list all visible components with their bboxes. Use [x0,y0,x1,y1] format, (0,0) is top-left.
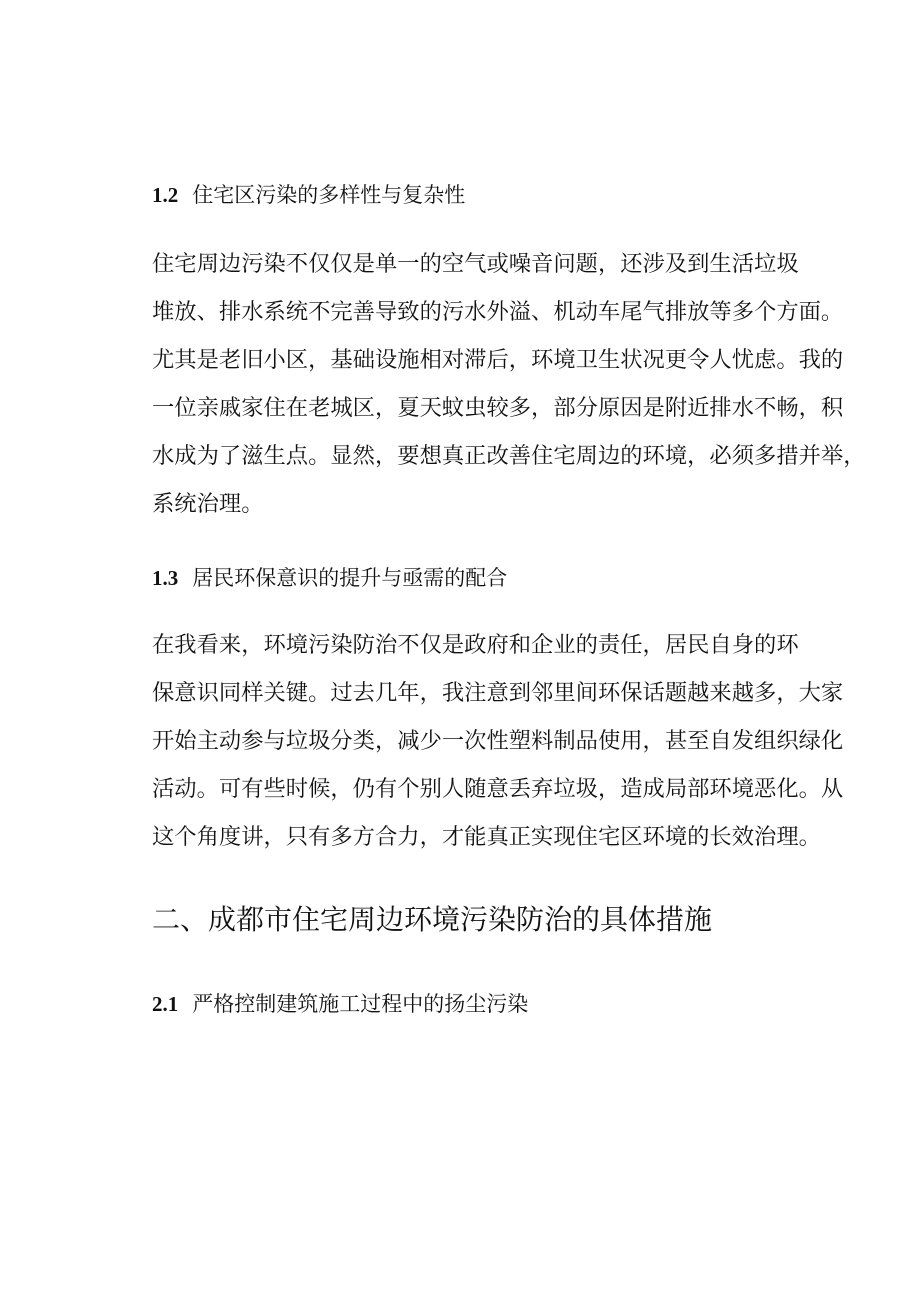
section-1-2-title: 住宅区污染的多样性与复杂性 [192,183,466,207]
section-1-2-paragraph [152,240,866,528]
paragraph-line: 堆放、排水系统不完善导致的污水外溢、机动车尾气排放等多个方面。 [152,299,844,325]
paragraph-line: 这个角度讲，只有多方合力，才能真正实现住宅区环境的长效治理。 [152,824,821,850]
paragraph-line: 活动。可有些时候，仍有个别人随意丢弃垃圾，造成局部环境恶化。从 [152,776,844,802]
paragraph-line: 保意识同样关键。过去几年，我注意到邻里间环保话题越来越多，大家 [152,680,844,706]
paragraph-line: 水成为了滋生点。显然，要想真正改善住宅周边的环境，必须多措并举， [152,443,866,469]
paragraph-line: 开始主动参与垃圾分类，减少一次性塑料制品使用，甚至自发组织绿化 [152,728,844,754]
paragraph-line: 在我看来，环境污染防治不仅是政府和企业的责任，居民自身的环 [152,632,799,658]
section-2-1-title: 严格控制建筑施工过程中的扬尘污染 [192,992,529,1016]
section-1-3-heading [152,563,507,593]
paragraph-line: 尤其是老旧小区，基础设施相对滞后，环境卫生状况更令人忧虑。我的 [152,347,844,373]
paragraph-line: 系统治理。 [152,491,264,517]
section-1-3-number: 1.3 [152,566,179,590]
paragraph-line: 一位亲戚家住在老城区，夏天蚊虫较多，部分原因是附近排水不畅，积 [152,395,844,421]
paragraph-line: 住宅周边污染不仅仅是单一的空气或噪音问题，还涉及到生活垃圾 [152,251,799,277]
chapter-2-heading: 二、成都市住宅周边环境污染防治的具体措施 [152,903,713,936]
section-2-1-heading [152,989,528,1019]
section-1-3-paragraph [152,621,844,861]
section-2-1-number: 2.1 [152,992,179,1016]
section-1-2-heading [152,180,465,210]
section-1-2-number: 1.2 [152,183,179,207]
section-1-3-title: 居民环保意识的提升与亟需的配合 [192,566,508,590]
